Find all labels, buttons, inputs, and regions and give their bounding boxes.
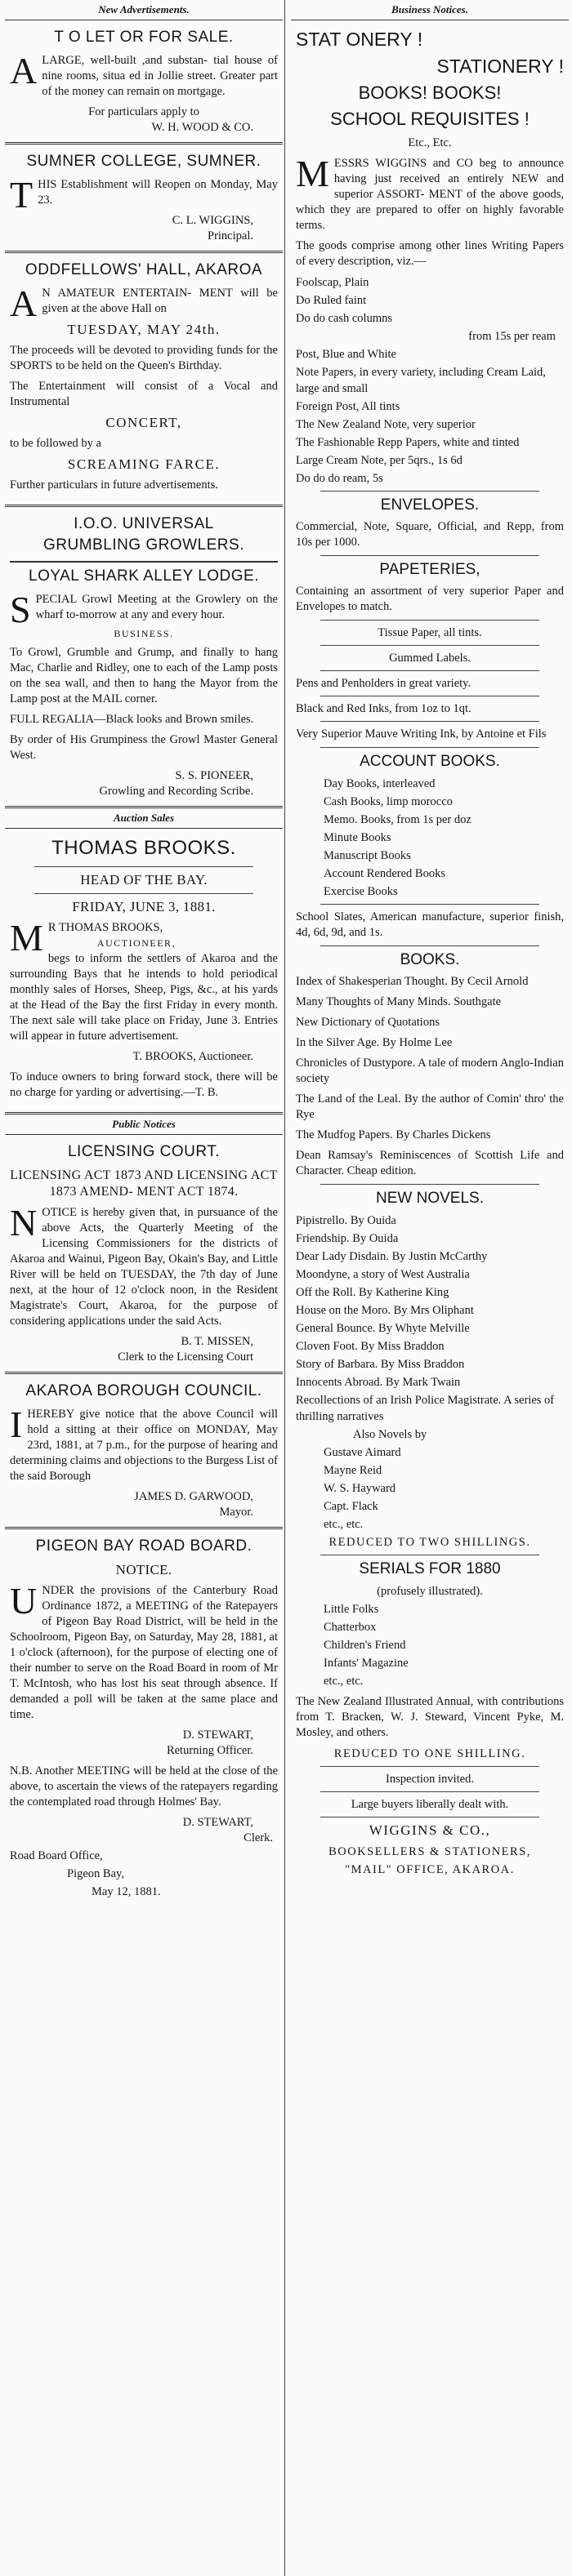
author-item: Gustave Aimard (324, 1446, 401, 1459)
drop-cap: U (10, 1580, 38, 1622)
serial-item: etc., etc. (324, 1675, 364, 1688)
inspection-line: Inspection invited. (386, 1773, 474, 1786)
books-heading: BOOKS! BOOKS! (358, 82, 502, 103)
also-line: Also Novels by (353, 1428, 427, 1441)
ad-body: NOTICE is hereby given that, in pursuance of the above Acts, the Quarterly Meeting of the Licensing Commissioners for the districts of Akaroa and Wainui, Pigeon Bay, Okain's Bay, and Little River will be held on TUESDAY, the 7th day of June next, at the hour of 12 o'clock noon, in the Resident Magistrate's Court, Akaroa, for the purpose of considering applications under the said Acts. (10, 1202, 278, 1328)
section-header-new-ads: New Advertisements. (5, 0, 283, 20)
wiggins-advertisement (291, 20, 569, 1883)
tissue-line: Tissue Paper, all tints. (378, 626, 482, 639)
novel-item: Innocents Abroad. By Mark Twain (296, 1376, 461, 1389)
paper-item: Do do cash columns (296, 312, 392, 325)
serial-item: Infants' Magazine (324, 1657, 409, 1670)
drop-cap: I (10, 1404, 23, 1445)
ad-subtitle: LICENSING ACT 1873 AND LICENSING ACT 1873 AMEND- MENT ACT 1874. (10, 1168, 278, 1199)
right-column (291, 0, 569, 1883)
paper-item: The Fashionable Repp Papers, white and tinted (296, 436, 520, 449)
account-item: Account Rendered Books (324, 867, 445, 880)
account-item: Day Books, interleaved (324, 777, 436, 790)
ad-signature-role: Mayor. (219, 1506, 253, 1519)
serials-heading: SERIALS FOR 1880 (359, 1560, 501, 1577)
paragraph: School Slates, American manufacture, superior finish, 4d, 6d, 9d, and 1s. (296, 910, 564, 939)
footer-line: Road Board Office, (10, 1849, 103, 1862)
farce-heading: SCREAMING FARCE. (67, 456, 221, 472)
event-date: TUESDAY, MAY 24th. (67, 322, 221, 337)
paper-item: Note Papers, in every variety, including Cream Laid, large and small (296, 366, 546, 395)
account-item: Minute Books (324, 831, 391, 844)
section-header-business: Business Notices. (291, 0, 569, 20)
author-item: W. S. Hayward (324, 1482, 396, 1495)
sale-date: FRIDAY, JUNE 3, 1881. (72, 899, 216, 914)
ad-body: ALARGE, well-built ,and substan- tial house of nine rooms, situa ed in Jollie street. Greater part of the money can remain on mortgage. (10, 50, 278, 98)
ad-subtitle: HEAD OF THE BAY. (80, 872, 208, 888)
ad-licensing-court (5, 1135, 283, 1374)
buyers-line: Large buyers liberally dealt with. (351, 1798, 509, 1811)
serials-subtitle: (profusely illustrated). (377, 1585, 483, 1598)
author-item: Mayne Reid (324, 1464, 382, 1477)
ad-paragraph: The Entertainment will consist of a Vocal and Instrumental (10, 380, 278, 408)
paper-item: The New Zealand Note, very superior (296, 418, 476, 431)
author-item: etc., etc. (324, 1518, 364, 1531)
novel-item: Pipistrello. By Ouida (296, 1214, 396, 1227)
ad-signature: W. H. WOOD & CO. (151, 121, 253, 134)
concert-heading: CONCERT, (105, 415, 182, 430)
ad-signature: S. S. PIONEER, (175, 769, 253, 782)
novel-item: Off the Roll. By Katherine King (296, 1286, 449, 1299)
stationery-heading: STAT ONERY ! (296, 29, 423, 50)
paper-item: Foreign Post, All tints (296, 400, 400, 413)
ad-paragraph: N.B. Another MEETING will be held at the close of the above, to ascertain the views of the ratepayers regarding the contemplated road through Holmes' Bay. (10, 1764, 278, 1809)
ad-signature: C. L. WIGGINS, (172, 214, 253, 227)
papeteries-heading: PAPETERIES, (379, 561, 480, 578)
serial-item: Children's Friend (324, 1639, 406, 1652)
ad-borough-council (5, 1374, 283, 1529)
novels-heading: NEW NOVELS. (376, 1190, 484, 1207)
paper-item: Foolscap, Plain (296, 276, 369, 289)
etc-line: Etc., Etc. (408, 136, 452, 149)
book-item: The Mudfog Papers. By Charles Dickens (296, 1128, 491, 1141)
drop-cap: T (10, 174, 34, 216)
ad-signature-role: Principal. (208, 229, 253, 242)
left-column (5, 0, 283, 1908)
ad-to-let (5, 20, 283, 145)
stationery-heading-2: STATIONERY ! (436, 56, 564, 77)
ad-signature: JAMES D. GARWOOD, (134, 1490, 253, 1503)
ad-title: ODDFELLOWS' HALL, AKAROA (25, 261, 263, 278)
ad-pigeon-bay-road-board (5, 1529, 283, 1908)
novel-item: House on the Moro. By Mrs Oliphant (296, 1304, 474, 1317)
ad-signature: T. BROOKS, Auctioneer. (132, 1050, 253, 1063)
novel-item: Cloven Foot. By Miss Braddon (296, 1340, 445, 1353)
book-item: Many Thoughts of Many Minds. Southgate (296, 995, 502, 1008)
ad-signature-role: Growling and Recording Scribe. (99, 785, 253, 798)
drop-cap: N (10, 1202, 38, 1244)
paragraph: The goods comprise among other lines Writing Papers of every description, viz.— (296, 239, 564, 268)
reduced-line: REDUCED TO ONE SHILLING. (333, 1747, 526, 1760)
drop-cap: M (10, 917, 43, 959)
ad-body: A N AMATEUR ENTERTAIN- MENT will be given at the above Hall on (10, 283, 278, 324)
ad-subtitle: NOTICE. (115, 1562, 172, 1577)
serial-item: Chatterbox (324, 1621, 377, 1634)
ad-title: AKAROA BOROUGH COUNCIL. (25, 1382, 262, 1399)
author-item: Capt. Flack (324, 1500, 378, 1513)
ad-signature: D. STEWART, (182, 1728, 253, 1742)
ad-paragraph: By order of His Grumpiness the Growl Master General West. (10, 733, 278, 762)
ad-title: I.O.O. UNIVERSAL (74, 515, 214, 532)
firm-line: "MAIL" OFFICE, AKAROA. (345, 1863, 515, 1876)
paper-item: from 15s per ream (468, 330, 556, 343)
paragraph: Containing an assortment of very superior Paper and Envelopes to match. (296, 585, 564, 613)
ad-paragraph: to be followed by a (10, 437, 101, 450)
book-item: Chronicles of Dustypore. A tale of modern Anglo-Indian society (296, 1057, 564, 1085)
ad-signature-role: Returning Officer. (166, 1744, 253, 1757)
gummed-line: Gummed Labels. (389, 652, 471, 665)
ad-title: GRUMBLING GROWLERS. (43, 536, 244, 554)
account-item: Exercise Books (324, 885, 398, 898)
account-item: Manuscript Books (324, 849, 411, 862)
novel-item: Moondyne, a story of West Australia (296, 1268, 470, 1281)
ad-body: THIS Establishment will Reopen on Monday, May 23. (10, 174, 278, 216)
ad-thomas-brooks (5, 829, 283, 1114)
section-header-public: Public Notices (5, 1114, 283, 1135)
drop-cap: A (10, 283, 38, 324)
paragraph: Commercial, Note, Square, Official, and Repp, from 10s per 1000. (296, 520, 564, 549)
ad-subtitle: LOYAL SHARK ALLEY LODGE. (10, 561, 278, 585)
reduced-line: REDUCED TO TWO SHILLINGS. (328, 1536, 531, 1549)
firm-name: WIGGINS & CO., (369, 1822, 491, 1838)
requisites-heading: SCHOOL REQUISITES ! (330, 109, 530, 129)
paragraph: The New Zealand Illustrated Annual, with contributions from T. Bracken, W. J. Steward, Vincent Pyke, M. Mosley, and others. (296, 1695, 564, 1739)
paper-item: Large Cream Note, per 5qrs., 1s 6d (296, 454, 463, 467)
drop-cap: S (10, 589, 31, 630)
ad-body: SPECIAL Growl Meeting at the Growlery on the wharf to-morrow at any and every hour. (10, 589, 278, 630)
novel-item: Recollections of an Irish Police Magistrate. A series of thrilling narratives (296, 1394, 555, 1423)
ad-title: SUMNER COLLEGE, SUMNER. (26, 153, 261, 170)
novel-item: General Bounce. By Whyte Melville (296, 1322, 470, 1335)
book-item: In the Silver Age. By Holme Lee (296, 1036, 453, 1049)
footer-line: May 12, 1881. (92, 1885, 161, 1898)
column-divider (284, 0, 285, 2576)
footer-line: Pigeon Bay, (67, 1867, 124, 1880)
business-label: BUSINESS. (114, 628, 174, 639)
ad-paragraph: To induce owners to bring forward stock, there will be no charge for yarding or advertising.—T. B. (10, 1070, 278, 1099)
account-item: Memo. Books, from 1s per doz (324, 813, 471, 826)
ad-paragraph: Further particulars in future advertisements. (10, 478, 218, 492)
ad-paragraph: FULL REGALIA—Black looks and Brown smiles. (10, 713, 254, 726)
ad-signature: D. STEWART, (182, 1816, 253, 1829)
inks-line: Black and Red Inks, from 1oz to 1qt. (296, 702, 471, 715)
book-item: Dean Ramsay's Reminiscences of Scottish Life and Character. Cheap edition. (296, 1149, 564, 1177)
intro-paragraph: MESSRS WIGGINS and CO beg to announce having just received an entirely NEW and superior ASSORT- MENT of the above goods, which they are prepared to offer on highly favorable terms. (296, 153, 564, 232)
ad-oddfellows-hall (5, 253, 283, 507)
paper-item: Do do do ream, 5s (296, 472, 383, 485)
ad-grumbling-growlers (5, 507, 283, 808)
book-item: The Land of the Leal. By the author of Comin' thro' the Rye (296, 1092, 564, 1121)
ad-signature-role: Clerk. (244, 1831, 273, 1844)
ad-sumner-college (5, 145, 283, 253)
section-header-auction: Auction Sales (5, 808, 283, 829)
pens-line: Pens and Penholders in great variety. (296, 677, 471, 690)
ad-body: M R THOMAS BROOKS, AUCTIONEER, begs to inform the settlers of Akaroa and the surrounding Bays that he intends to hold periodical monthly sales of Horses, Sheep, Pigs, &c., at his yards at the Head of the Bay the first Friday in every month. The next sale will take place on Friday, June 3. Entries will appear in future advertisement. (10, 917, 278, 1043)
ad-line: For particulars apply to (88, 105, 199, 118)
novel-item: Dear Lady Disdain. By Justin McCarthy (296, 1250, 488, 1263)
ad-body: UNDER the provisions of the Canterbury Road Ordinance 1872, a MEETING of the Ratepayers of Pigeon Bay Road District, will be held in the Schoolroom, Pigeon Bay, on Saturday, May 28, 1881, at 1 o'clock (afternoon), for the purpose of electing one of their number to serve on the Road Board in room of Mr T. McIntosh, who has lost his seat through absence. If demanded a poll will be taken at the same place and time. (10, 1580, 278, 1721)
account-books-heading: ACCOUNT BOOKS. (360, 753, 500, 770)
firm-line: BOOKSELLERS & STATIONERS, (328, 1845, 531, 1858)
drop-cap: A (10, 50, 38, 91)
novel-item: Story of Barbara. By Miss Braddon (296, 1358, 465, 1371)
ad-paragraph: To Growl, Grumble and Grump, and finally to hang Mac, Charlie and Ridley, one to each of the Lamp posts on the sea wall, and then to hang the Mayor from the Lamp post at the MAIL corner. (10, 646, 278, 705)
account-item: Cash Books, limp morocco (324, 795, 453, 808)
drop-cap: M (296, 153, 329, 194)
ad-title: THOMAS BROOKS. (51, 837, 236, 859)
book-item: Index of Shakesperian Thought. By Cecil Arnold (296, 975, 529, 988)
book-item: New Dictionary of Quotations (296, 1016, 440, 1029)
books-section-heading: BOOKS. (400, 951, 460, 968)
novel-item: Friendship. By Ouida (296, 1232, 399, 1245)
serial-item: Little Folks (324, 1603, 379, 1616)
ad-signature-role: Clerk to the Licensing Court (118, 1350, 253, 1364)
ad-title: T O LET OR FOR SALE. (54, 29, 234, 46)
envelopes-heading: ENVELOPES. (380, 496, 480, 514)
ad-body: IHEREBY give notice that the above Council will hold a sitting at their office on MONDAY, May 23rd, 1881, at 7 p.m., for the purpose of hearing and determining claims and objections to the Burgess List of the said Borough (10, 1404, 278, 1483)
paper-item: Do Ruled faint (296, 294, 367, 307)
paragraph: Very Superior Mauve Writing Ink, by Antoine et Fils (296, 727, 547, 741)
ad-title: LICENSING COURT. (67, 1143, 221, 1160)
ad-paragraph: The proceeds will be devoted to providing funds for the SPORTS to be held on the Queen's Birthday. (10, 344, 278, 372)
ad-title: PIGEON BAY ROAD BOARD. (35, 1537, 252, 1555)
ad-signature: B. T. MISSEN, (181, 1335, 253, 1348)
paper-item: Post, Blue and White (296, 348, 396, 361)
